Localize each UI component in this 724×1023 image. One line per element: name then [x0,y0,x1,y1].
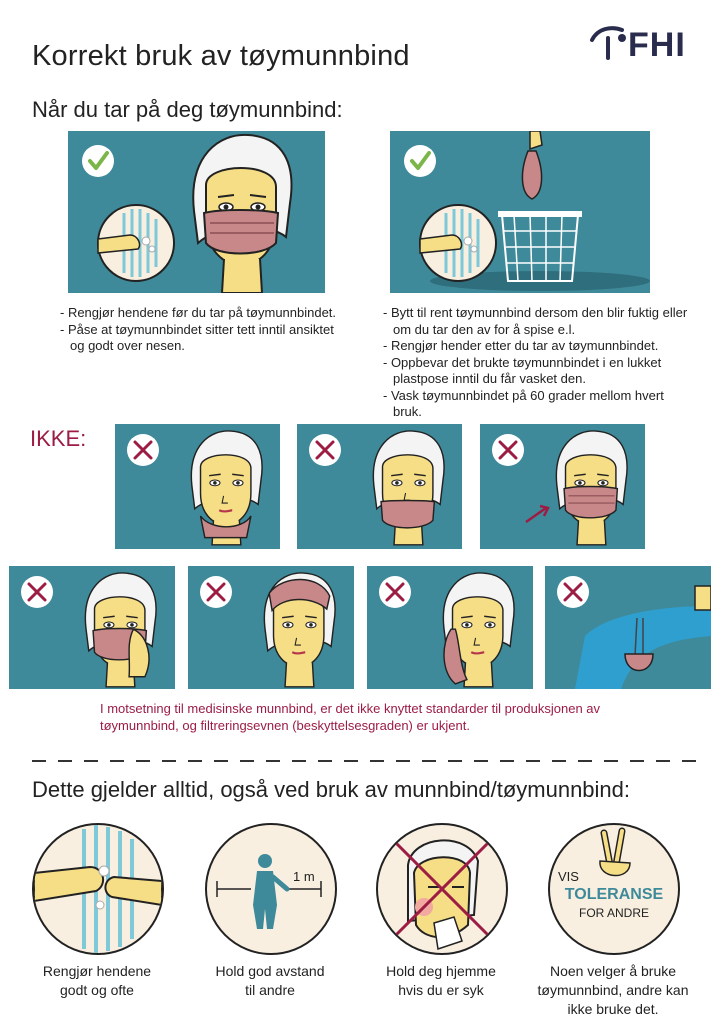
panel-wrong-hand-on-mask [9,566,175,689]
circle-distance [205,823,337,955]
distance-label: 1 m [293,869,315,884]
bullet-item: - Oppbevar det brukte tøymunnbindet i en lukket plastpose inntil du får vasket den. [383,354,662,386]
panel-wrong-on-head [188,566,354,689]
x-icon [21,576,53,608]
caption-tolerance: Noen velger å bruke tøymunnbind, andre kan ikke bruke det. [537,963,689,1017]
panel-dispose-mask [390,131,650,293]
circle-handwash [32,823,164,955]
bullet-item: - Bytt til rent tøymunnbind dersom den blir fuktig eller om du tar den av for å spise e.l. [383,305,688,337]
x-icon [200,576,232,608]
panel-wrong-touch [480,424,645,549]
fhi-logo [588,22,706,66]
right-bullets [383,305,688,421]
dashed-divider [32,760,704,762]
check-icon [82,145,114,177]
caption-stay-home: Hold deg hjemme hvis du er syk [386,963,496,998]
left-bullets [60,305,350,355]
section-heading-always: Dette gjelder alltid, også ved bruk av munnbind/tøymunnbind: [32,777,631,802]
ikke-label: IKKE: [30,426,87,451]
fhi-logo-icon [588,22,628,66]
x-icon [492,434,524,466]
panel-wrong-chin [115,424,280,549]
panel-wrong-on-arm [545,566,711,689]
tolerance-for-andre: FOR ANDRE [578,906,650,920]
tolerance-vis: VIS [558,869,579,884]
check-icon [404,145,436,177]
logo-text: FHI [628,26,686,64]
bullet-item: - Påse at tøymunnbindet sitter tett inntil ansiktet og godt over nesen. [60,321,334,353]
panel-wrong-under-nose [297,424,462,549]
caption-handwash: Rengjør hendene godt og ofte [42,963,152,998]
x-icon [127,434,159,466]
bullet-item: - Rengjør hender etter du tar av tøymunnbindet. [383,338,659,353]
tolerance-word: TOLERANSE [564,886,664,903]
section-heading-on: Når du tar på deg tøymunnbind: [32,97,343,122]
caption-distance: Hold god avstand til andre [215,963,325,998]
standards-note: I motsetning til medisinske munnbind, er det ikke knyttet standarder til produksjonen av tøymunnbind, og filtreringsevnen (beskyttelsesgraden) er ukjent. [100,701,601,733]
page-title: Korrekt bruk av tøymunnbind [32,40,410,72]
circle-stay-home [376,823,508,955]
bullet-item: - Rengjør hendene før du tar på tøymunnbindet. [60,305,337,320]
handwash-icon [98,205,174,281]
panel-correct-mask [68,131,325,293]
circle-tolerance [548,823,680,955]
x-icon [379,576,411,608]
x-icon [557,576,589,608]
handwash-icon [420,205,496,281]
bullet-item: - Vask tøymunnbindet på 60 grader mellom hvert bruk. [383,387,664,419]
x-icon [309,434,341,466]
panel-wrong-hanging-ear [367,566,533,689]
